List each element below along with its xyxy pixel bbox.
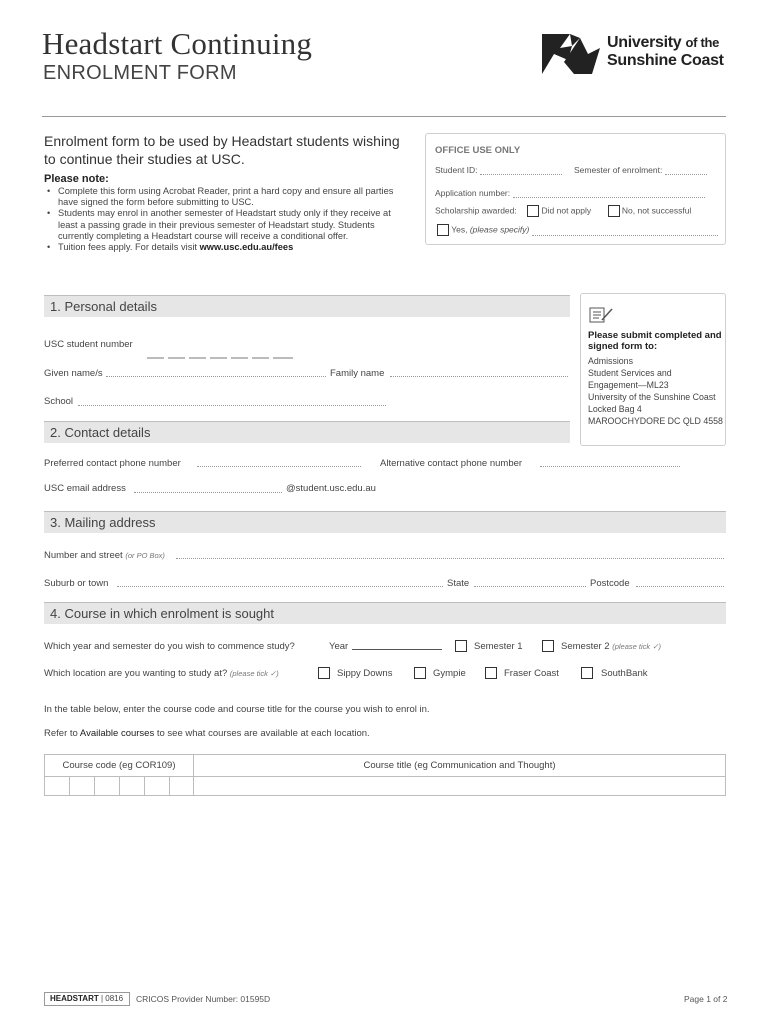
section-mailing-address: 3. Mailing address	[44, 511, 726, 533]
sippy-downs-checkbox[interactable]	[318, 667, 330, 679]
given-names-field[interactable]	[106, 376, 326, 377]
submit-address: Admissions Student Services and Engagement—ML23 University of the Sunshine Coast Locked Bag 4 MAROOCHYDORE DC QLD 4558	[588, 356, 723, 426]
semester-1-checkbox[interactable]	[455, 640, 467, 652]
state-label: State	[447, 578, 470, 589]
note-item: • Tuition fees apply. For details visit www.usc.edu.au/fees	[44, 242, 399, 253]
course-code-cell[interactable]	[95, 777, 120, 796]
course-title-header: Course title (eg Communication and Thought)	[194, 755, 725, 777]
location-fraser-coast: Fraser Coast	[504, 668, 559, 679]
form-title: Headstart Continuing	[42, 26, 313, 61]
footer-headstart-tag: HEADSTART | 0816	[44, 992, 130, 1006]
suburb-field[interactable]	[117, 586, 443, 587]
intro-text: Enrolment form to be used by Headstart students wishing to continue their studies at USC.	[44, 133, 400, 167]
submit-title: Please submit completed and signed form to:	[588, 330, 722, 352]
usc-logo-icon	[540, 32, 602, 76]
usc-logo	[540, 32, 730, 76]
office-application-field[interactable]	[513, 189, 705, 198]
office-yes: Yes, (please specify)	[437, 224, 718, 236]
course-code-cell[interactable]	[145, 777, 170, 796]
yes-specify-field[interactable]	[532, 227, 718, 236]
office-student-id: Student ID:	[435, 165, 562, 175]
school-field[interactable]	[78, 405, 386, 406]
form-pen-icon	[589, 306, 615, 324]
state-field[interactable]	[474, 586, 586, 587]
preferred-phone-field[interactable]	[197, 466, 361, 467]
submit-info-box	[580, 293, 726, 446]
suburb-label: Suburb or town	[44, 578, 109, 589]
office-student-id-field[interactable]	[480, 166, 562, 175]
refer-available-courses: Refer to Available courses to see what courses are available at each location.	[44, 728, 370, 739]
digit-dashes	[147, 357, 297, 361]
please-note-heading: Please note:	[44, 173, 109, 185]
school-label: School	[44, 396, 74, 407]
section-course: 4. Course in which enrolment is sought	[44, 602, 726, 624]
course-title-cell[interactable]	[194, 777, 725, 796]
alt-phone-field[interactable]	[540, 466, 680, 467]
office-scholarship: Scholarship awarded: Did not apply No, not successful	[435, 205, 692, 216]
office-use-title: OFFICE USE ONLY	[435, 145, 521, 156]
page-number: Page 1 of 2	[684, 994, 728, 1004]
postcode-field[interactable]	[636, 586, 724, 587]
office-use-box	[425, 133, 726, 245]
did-not-apply-checkbox[interactable]	[527, 205, 539, 217]
year-field[interactable]	[352, 649, 442, 650]
office-application: Application number:	[435, 188, 705, 198]
location-gympie: Gympie	[433, 668, 466, 679]
form-subtitle: ENROLMENT FORM	[43, 62, 237, 84]
notes-list	[44, 186, 399, 253]
usc-email-label: USC email address	[44, 483, 126, 494]
location-southbank: SouthBank	[601, 668, 648, 679]
alt-phone-label: Alternative contact phone number	[380, 458, 523, 469]
number-street-field[interactable]	[176, 558, 724, 559]
family-name-field[interactable]	[390, 376, 568, 377]
office-semester: Semester of enrolment:	[574, 165, 707, 175]
office-semester-field[interactable]	[665, 166, 707, 175]
semester-2-label: Semester 2 (please tick ✓)	[561, 641, 662, 652]
note-item: • Students may enrol in another semester of Headstart study only if they receive at least a passing grade in their previous semester of Headstart study. Students currently completing a Headstart course will receive a conditional offer.	[44, 208, 399, 242]
course-code-cell[interactable]	[45, 777, 70, 796]
section-contact-details: 2. Contact details	[44, 421, 570, 443]
fees-link[interactable]: www.usc.edu.au/fees	[199, 242, 294, 253]
gympie-checkbox[interactable]	[414, 667, 426, 679]
location-question: Which location are you wanting to study at? (please tick ✓)	[44, 668, 279, 679]
number-street-label: Number and street (or PO Box)	[44, 550, 165, 561]
postcode-label: Postcode	[590, 578, 630, 589]
not-successful-checkbox[interactable]	[608, 205, 620, 217]
table-instructions: In the table below, enter the course code and course title for the course you wish to enrol in.	[44, 704, 430, 715]
section-personal-details: 1. Personal details	[44, 295, 570, 317]
logo-wordmark: University of the Sunshine Coast	[607, 34, 724, 69]
course-table	[44, 754, 726, 796]
location-sippy-downs: Sippy Downs	[337, 668, 393, 679]
course-code-cell[interactable]	[70, 777, 95, 796]
usc-student-number-boxes[interactable]	[147, 348, 297, 366]
southbank-checkbox[interactable]	[581, 667, 593, 679]
cricos-number: CRICOS Provider Number: 01595D	[136, 994, 271, 1004]
usc-student-number-label: USC student number	[44, 339, 133, 350]
given-names-label: Given name/s	[44, 368, 103, 379]
course-code-cell[interactable]	[120, 777, 145, 796]
semester-1-label: Semester 1	[474, 641, 523, 652]
year-label: Year	[329, 641, 349, 652]
course-code-header: Course code (eg COR109)	[45, 755, 194, 777]
family-name-label: Family name	[330, 368, 385, 379]
available-courses-link[interactable]: Available courses	[79, 728, 155, 739]
yes-checkbox[interactable]	[437, 224, 449, 236]
email-domain: @student.usc.edu.au	[286, 483, 376, 494]
fraser-coast-checkbox[interactable]	[485, 667, 497, 679]
semester-2-checkbox[interactable]	[542, 640, 554, 652]
commence-question: Which year and semester do you wish to commence study?	[44, 641, 295, 652]
note-item: • Complete this form using Acrobat Reader, print a hard copy and ensure all parties have signed the form before submitting to USC.	[44, 186, 399, 208]
preferred-phone-label: Preferred contact phone number	[44, 458, 181, 469]
usc-email-field[interactable]	[134, 492, 282, 493]
course-code-cell[interactable]	[170, 777, 194, 796]
header-divider	[42, 116, 726, 117]
